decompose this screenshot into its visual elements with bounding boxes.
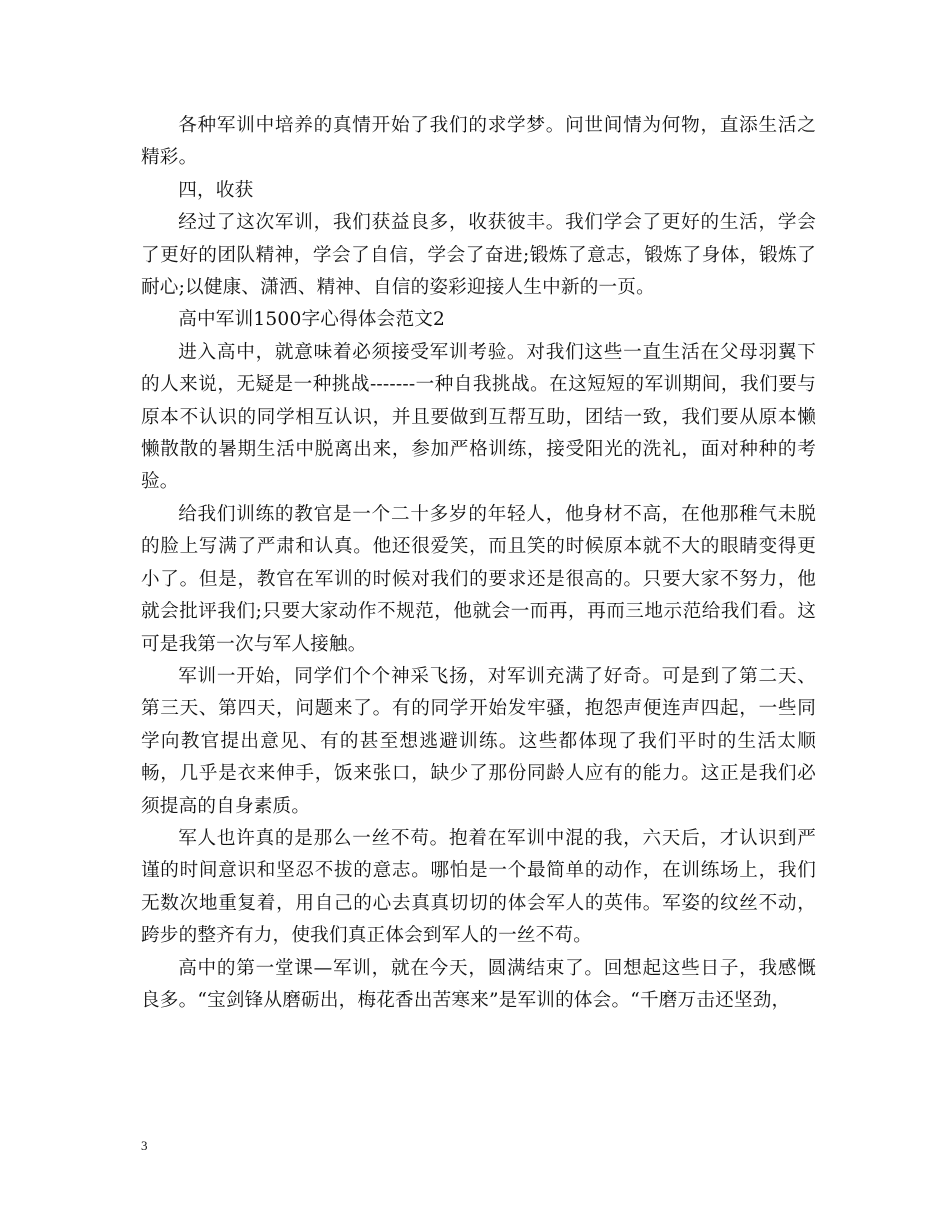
document-body bbox=[141, 110, 816, 1017]
section-heading-harvest: 四，收获 bbox=[178, 179, 254, 201]
paragraph-6: 军人也许真的是那么一丝不苟。抱着在军训中混的我，六天后，才认识到严谨的时间意识和坚忍不拔的意志。哪怕是一个最简单的动作，在训练场上，我们无数次地重复着，用自己的心去真真切切的体会军人的英伟。军姿的纹丝不动，跨步的整齐有力，使我们真正体会到军人的一丝不苟。 bbox=[141, 827, 816, 947]
paragraph-5: 军训一开始，同学们个个神采飞扬，对军训充满了好奇。可是到了第二天、第三天、第四天，问题来了。有的同学开始发牢骚，抱怨声便连声四起，一些同学向教官提出意见、有的甚至想逃避训练。这些都体现了我们平时的生活太顺畅，几乎是衣来伸手，饭来张口，缺少了那份同龄人应有的能力。这正是我们必须提高的自身素质。 bbox=[141, 665, 816, 817]
essay-title: 高中军训1500字心得体会范文2 bbox=[178, 309, 446, 331]
paragraph-4: 给我们训练的教官是一个二十多岁的年轻人，他身材不高，在他那稚气未脱的脸上写满了严肃和认真。他还很爱笑，而且笑的时候原本就不大的眼睛变得更小了。但是，教官在军训的时候对我们的要求还是很高的。只要大家不努力，他就会批评我们;只要大家动作不规范，他就会一而再，再而三地示范给我们看。这可是我第一次与军人接触。 bbox=[141, 503, 816, 655]
paragraph-2: 经过了这次军训，我们获益良多，收获彼丰。我们学会了更好的生活，学会了更好的团队精神，学会了自信，学会了奋进;锻炼了意志，锻炼了身体，锻炼了耐心;以健康、潇洒、精神、自信的姿彩迎接人生中新的一页。 bbox=[141, 212, 816, 299]
paragraph-3: 进入高中，就意味着必须接受军训考验。对我们这些一直生活在父母羽翼下的人来说，无疑是一种挑战-------一种自我挑战。在这短短的军训期间，我们要与原本不认识的同学相互认识，并且要做到互帮互助，团结一致，我们要从原本懒懒散散的暑期生活中脱离出来，参加严格训练，接受阳光的洗礼，面对种种的考验。 bbox=[141, 341, 816, 493]
page-number: 3 bbox=[141, 1138, 148, 1153]
paragraph-7: 高中的第一堂课—军训，就在今天，圆满结束了。回想起这些日子，我感慨良多。“宝剑锋从磨砺出，梅花香出苦寒来”是军训的体会。“千磨万击还坚劲， bbox=[141, 957, 816, 1011]
paragraph-1: 各种军训中培养的真情开始了我们的求学梦。问世间情为何物，直添生活之精彩。 bbox=[141, 115, 816, 169]
